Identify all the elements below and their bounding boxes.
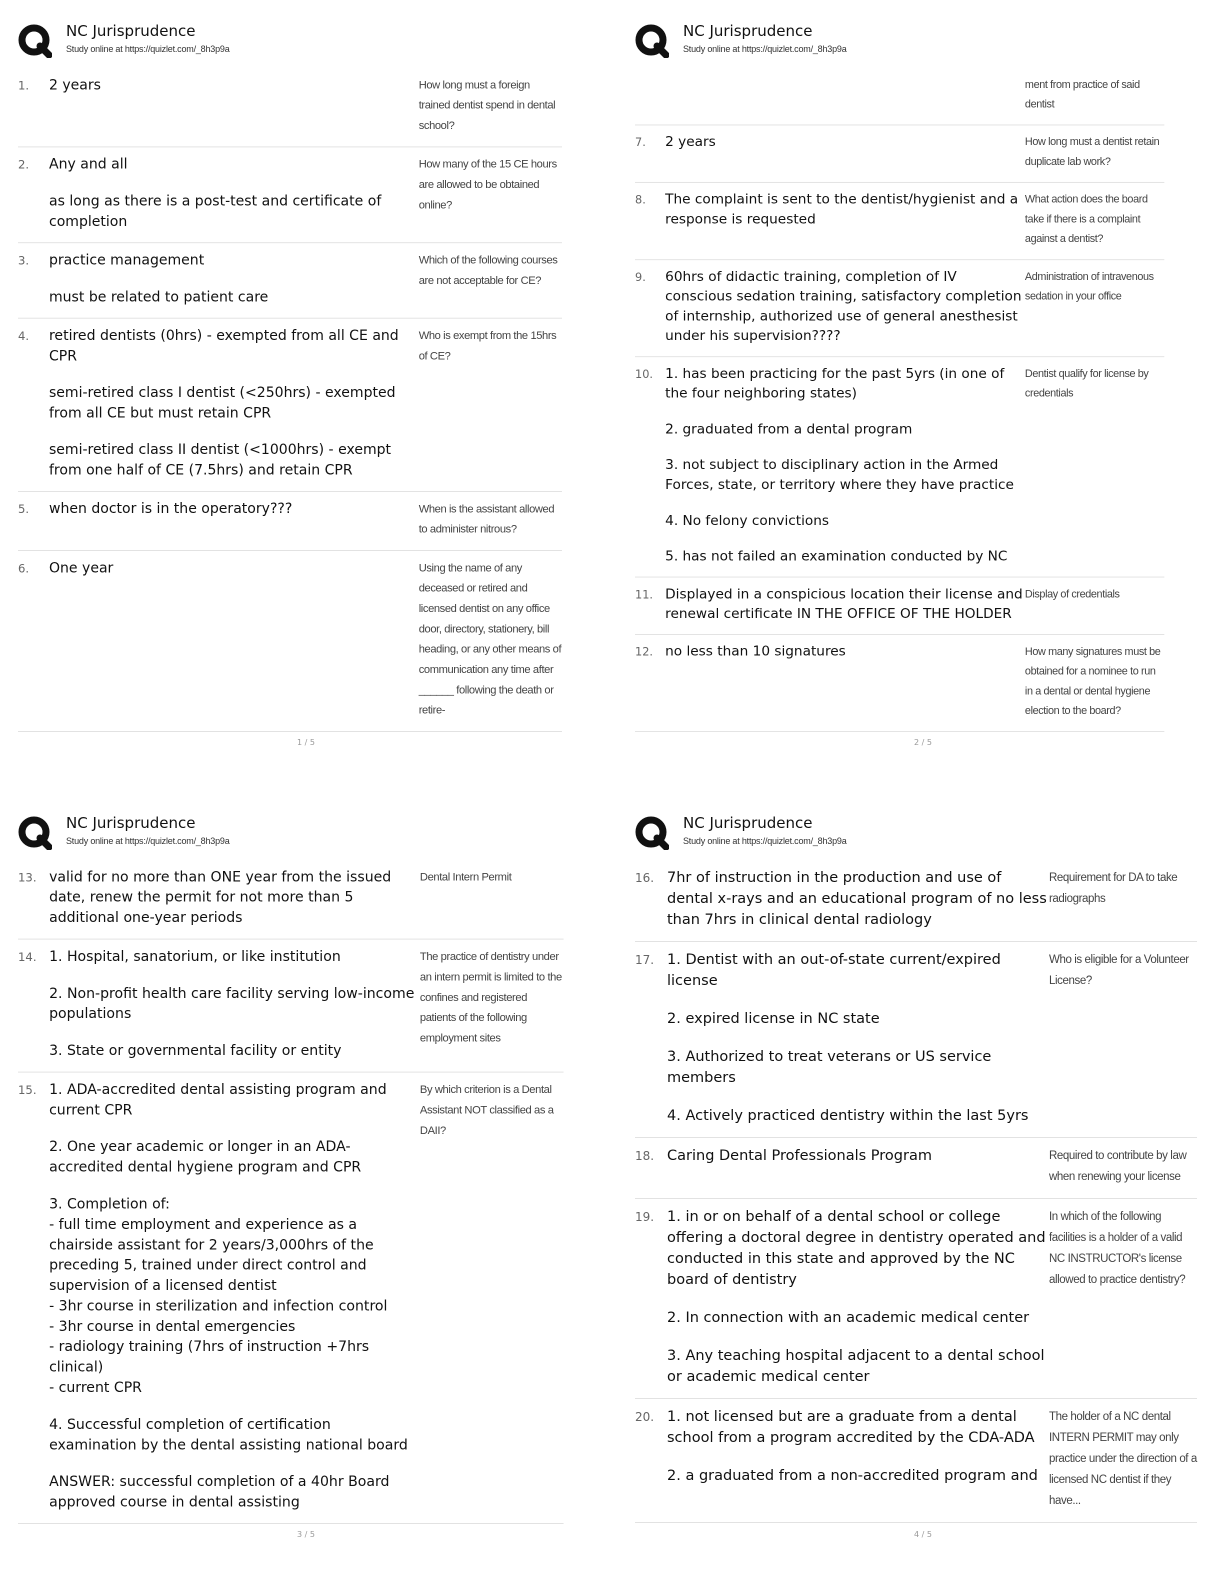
flashcard-row <box>635 860 1197 942</box>
card-number: 19. <box>635 1210 655 1224</box>
flashcard-row <box>635 1399 1197 1523</box>
card-answer <box>667 1407 1047 1487</box>
page-header <box>635 20 1211 60</box>
quizlet-logo-icon <box>635 816 669 850</box>
card-question: In which of the following facilities is a holder of a valid NC INSTRUCTOR's license allowed to practice dentistry? <box>1049 1211 1186 1286</box>
card-list <box>18 68 562 732</box>
flashcard-row <box>18 940 564 1073</box>
card-number: 11. <box>635 587 653 602</box>
card-number: 17. <box>635 953 655 967</box>
card-question: How many of the 15 CE hours are allowed to be obtained online? <box>418 158 557 212</box>
card-number: 18. <box>635 1149 655 1163</box>
answer-paragraph: 2. graduated from a dental program <box>665 422 913 438</box>
card-answer <box>667 868 1047 931</box>
answer-paragraph: semi-retired class I dentist (<250hrs) - exempted from all CE but must retain CPR <box>48 385 396 422</box>
deck-title: NC Jurisprudence <box>66 22 196 40</box>
answer-paragraph: 2. a graduated from a non-accredited program and <box>667 1468 1038 1484</box>
card-answer <box>49 868 418 929</box>
page-number: 2 / 5 <box>914 738 932 747</box>
answer-paragraph: no less than 10 signatures <box>665 644 846 660</box>
card-question: The holder of a NC dental INTERN PERMIT may only practice under the direction of a licensed NC dentist if they have... <box>1049 1411 1197 1507</box>
card-list <box>635 68 1164 732</box>
answer-paragraph: Caring Dental Professionals Program <box>667 1148 932 1164</box>
flashcard-row <box>18 319 562 492</box>
deck-title: NC Jurisprudence <box>683 22 813 40</box>
answer-paragraph: Any and all <box>48 157 128 173</box>
answer-paragraph: 2 years <box>48 77 101 94</box>
answer-paragraph: Displayed in a conspicious location their license and renewal certificate IN THE OFFICE OF THE HOLDER <box>665 586 1023 622</box>
card-number: 1. <box>18 78 30 93</box>
card-number: 7. <box>635 135 646 149</box>
answer-paragraph: must be related to patient care <box>48 289 269 306</box>
card-answer <box>665 190 1023 230</box>
answer-paragraph: 5. has not failed an examination conducted by NC <box>665 549 1008 565</box>
answer-paragraph: when doctor is in the operatory??? <box>48 501 293 518</box>
study-link[interactable]: Study online at https://quizlet.com/_8h3p9a <box>683 836 847 846</box>
flashcard-row <box>18 68 562 147</box>
card-list <box>18 860 564 1524</box>
card-question: Which of the following courses are not acceptable for CE? <box>418 254 558 287</box>
card-question: Requirement for DA to take radiographs <box>1049 872 1178 905</box>
answer-paragraph: 1. in or on behalf of a dental school or college offering a doctoral degree in dentistry operated and conducted in this state and approved by the NC board of dentistry <box>667 1209 1046 1288</box>
answer-paragraph: 2. In connection with an academic medical center <box>667 1310 1030 1326</box>
card-question: What action does the board take if there is a complaint against a dentist? <box>1024 194 1148 246</box>
card-question: How long must a dentist retain duplicate lab work? <box>1024 136 1160 168</box>
card-answer <box>49 500 417 520</box>
card-answer <box>665 585 1023 625</box>
card-answer <box>665 365 1023 567</box>
card-answer <box>49 155 417 232</box>
answer-paragraph: The complaint is sent to the dentist/hygienist and a response is requested <box>665 192 1019 228</box>
flashcard-row <box>635 1138 1197 1199</box>
card-number: 5. <box>18 502 30 517</box>
card-answer <box>49 251 417 308</box>
flashcard-row <box>635 68 1164 125</box>
card-question: The practice of dentistry under an intern permit is limited to the confines and registered patients of the following employment sites <box>419 951 562 1045</box>
card-number: 12. <box>635 645 653 659</box>
flashcard-row <box>635 635 1164 732</box>
flashcard-row <box>635 1199 1197 1399</box>
answer-paragraph: 1. Hospital, sanatorium, or like institution <box>49 949 341 965</box>
deck-title: NC Jurisprudence <box>683 814 813 832</box>
answer-paragraph: 3. Any teaching hospital adjacent to a dental school or academic medical center <box>667 1348 1045 1385</box>
card-number: 6. <box>18 561 30 576</box>
card-number: 16. <box>635 871 655 885</box>
page-header <box>18 812 594 852</box>
answer-paragraph: 3. State or governmental facility or entity <box>49 1043 342 1060</box>
answer-paragraph: 3. not subject to disciplinary action in the Armed Forces, state, or territory where they have practice <box>665 457 1014 493</box>
answer-paragraph: 2 years <box>665 134 716 150</box>
card-answer <box>49 1080 418 1513</box>
answer-paragraph: 2. One year academic or longer in an ADA-accredited dental hygiene program and CPR <box>49 1139 362 1176</box>
flashcard-row <box>635 357 1164 577</box>
card-number: 8. <box>635 193 646 207</box>
card-answer <box>667 1207 1047 1388</box>
card-question: Display of credentials <box>1024 588 1120 601</box>
flashcard-row <box>635 183 1164 260</box>
page-header <box>18 20 594 60</box>
card-answer <box>49 326 417 481</box>
flashcard-row <box>635 125 1164 182</box>
card-answer <box>665 643 1023 663</box>
answer-paragraph: as long as there is a post-test and certificate of completion <box>48 193 382 230</box>
answer-paragraph: ANSWER: successful completion of a 40hr Board approved course in dental assisting <box>49 1474 390 1511</box>
card-list <box>635 860 1197 1523</box>
study-page-1 <box>18 20 594 780</box>
answer-paragraph: retired dentists (0hrs) - exempted from all CE and CPR <box>48 328 399 365</box>
card-question: How many signatures must be obtained for a nominee to run in a dental or dental hygiene election to the board? <box>1024 646 1161 717</box>
card-number: 4. <box>18 329 30 343</box>
answer-paragraph: semi-retired class II dentist (<1000hrs) - exempt from one half of CE (7.5hrs) and retain CPR <box>48 442 392 479</box>
flashcard-row <box>635 578 1164 635</box>
study-page-2 <box>635 20 1211 780</box>
card-question: Administration of intravenous sedation in your office <box>1024 271 1154 303</box>
card-question: When is the assistant allowed to administer nitrous? <box>418 503 555 536</box>
card-number: 13. <box>18 870 37 885</box>
answer-paragraph: 1. Dentist with an out-of-state current/expired license <box>667 952 1001 989</box>
card-answer <box>49 76 417 96</box>
study-page-4 <box>635 812 1211 1572</box>
card-question: How long must a foreign trained dentist spend in dental school? <box>418 79 556 132</box>
study-page-3 <box>18 812 594 1572</box>
deck-title: NC Jurisprudence <box>66 814 196 832</box>
card-number: 3. <box>18 253 30 268</box>
page-number: 1 / 5 <box>297 738 315 747</box>
page-number: 3 / 5 <box>297 1530 315 1539</box>
answer-paragraph: 3. Authorized to treat veterans or US service members <box>667 1049 992 1086</box>
answer-paragraph: One year <box>48 560 114 577</box>
flashcard-row <box>18 551 562 732</box>
card-answer <box>667 950 1047 1127</box>
answer-paragraph: 1. ADA-accredited dental assisting program and current CPR <box>49 1082 387 1119</box>
card-question: Using the name of any deceased or retired and licensed dentist on any office door, directory, stationery, bill heading, or any other means of communication any time after ______ following the death or retire- <box>418 562 562 717</box>
quizlet-logo-icon <box>18 816 52 850</box>
card-question: Dentist qualify for license by credentials <box>1024 368 1149 400</box>
card-question: Who is exempt from the 15hrs of CE? <box>418 330 557 363</box>
card-number: 10. <box>635 367 653 381</box>
card-number: 15. <box>18 1083 37 1097</box>
card-number: 20. <box>635 1410 655 1424</box>
flashcard-row <box>18 147 562 243</box>
card-number: 2. <box>18 158 30 172</box>
card-number: 14. <box>18 950 37 964</box>
answer-paragraph: valid for no more than ONE year from the issued date, renew the permit for not more than 5 additional one-year periods <box>49 869 392 927</box>
card-question: By which criterion is a Dental Assistant NOT classified as a DAII? <box>419 1084 554 1137</box>
study-link[interactable]: Study online at https://quizlet.com/_8h3p9a <box>683 44 847 54</box>
flashcard-row <box>18 243 562 318</box>
flashcard-row <box>18 492 562 551</box>
card-answer <box>665 268 1023 347</box>
flashcard-row <box>18 1073 564 1524</box>
answer-paragraph: 60hrs of didactic training, completion of IV conscious sedation training, satisfactory completion of internship, authorized use of general anesthesist under his supervision???? <box>665 269 1022 344</box>
card-answer <box>667 1146 1047 1167</box>
answer-paragraph: 1. has been practicing for the past 5yrs (in one of the four neighboring states) <box>665 366 1005 402</box>
answer-paragraph: 2. expired license in NC state <box>667 1011 880 1027</box>
card-question: ment from practice of said dentist <box>1024 79 1140 111</box>
answer-paragraph: 7hr of instruction in the production and use of dental x-rays and an educational program of no less than 7hrs in clinical dental radiology <box>667 870 1047 928</box>
card-number: 9. <box>635 270 646 284</box>
answer-paragraph: 3. Completion of: - full time employment and experience as a chairside assistant for 2 years/3,000hrs of the preceding 5, trained under direct control and supervision of a licensed dentist - 3hr course in sterilization and infection control - 3hr course in dental emergencies - radiology training (7hrs of instruction +7hrs clinical) - current CPR <box>49 1196 388 1396</box>
study-link[interactable]: Study online at https://quizlet.com/_8h3p9a <box>66 836 230 846</box>
answer-paragraph: 4. No felony convictions <box>665 513 830 529</box>
card-question: Who is eligible for a Volunteer License? <box>1049 954 1189 987</box>
card-answer <box>49 559 417 579</box>
answer-paragraph: 1. not licensed but are a graduate from a dental school from a program accredited by the CDA-ADA <box>667 1409 1035 1446</box>
page-header <box>635 812 1211 852</box>
quizlet-logo-icon <box>18 24 52 58</box>
study-link[interactable]: Study online at https://quizlet.com/_8h3p9a <box>66 44 230 54</box>
quizlet-logo-icon <box>635 24 669 58</box>
card-question: Required to contribute by law when renewing your license <box>1049 1150 1187 1183</box>
card-question: Dental Intern Permit <box>419 871 512 884</box>
answer-paragraph: 2. Non-profit health care facility serving low-income populations <box>49 986 415 1023</box>
page-number: 4 / 5 <box>914 1530 932 1539</box>
answer-paragraph: 4. Actively practiced dentistry within the last 5yrs <box>667 1108 1029 1124</box>
flashcard-row <box>635 260 1164 357</box>
answer-paragraph: 4. Successful completion of certification examination by the dental assisting national board <box>49 1417 408 1454</box>
card-answer <box>665 133 1023 153</box>
flashcard-row <box>635 942 1197 1138</box>
flashcard-row <box>18 860 564 940</box>
answer-paragraph: practice management <box>48 252 205 269</box>
card-answer <box>49 947 418 1062</box>
